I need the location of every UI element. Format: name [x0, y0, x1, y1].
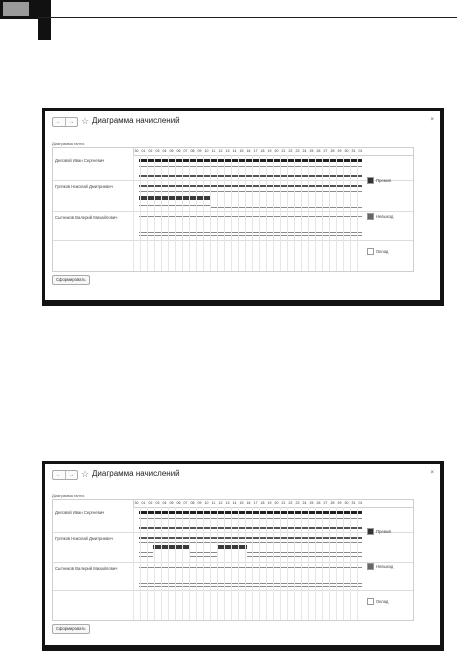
- employee-name: Деловой Иван Сергеевич: [55, 158, 105, 163]
- gantt-bar[interactable]: [247, 556, 362, 557]
- gantt-label: Диаграмма ганта:: [52, 493, 85, 498]
- day-label: 01: [141, 501, 146, 505]
- grid-line: [231, 155, 232, 271]
- legend-item: [367, 598, 388, 605]
- gantt-label: Диаграмма ганта:: [52, 141, 85, 146]
- day-label: 04: [162, 149, 167, 153]
- title-bar: [45, 111, 440, 128]
- grid-line: [189, 507, 190, 620]
- employee-name: Деловой Иван Сергеевич: [55, 510, 105, 515]
- grid-line: [217, 155, 218, 271]
- close-icon[interactable]: ×: [430, 117, 434, 123]
- grid-line: [133, 155, 134, 271]
- grid-line: [301, 507, 302, 620]
- day-label: 17: [253, 149, 258, 153]
- day-label: 21: [281, 149, 286, 153]
- day-label: 04: [162, 501, 167, 505]
- gantt-bar[interactable]: [153, 545, 190, 549]
- day-label: 07: [183, 149, 188, 153]
- day-label: 31: [351, 501, 356, 505]
- grid-line: [175, 507, 176, 620]
- day-label: 11: [211, 501, 216, 505]
- nav-buttons: [52, 470, 78, 480]
- day-label: 25: [309, 501, 314, 505]
- day-label: 22: [288, 149, 293, 153]
- grid-line: [133, 507, 134, 620]
- grid-line: [196, 155, 197, 271]
- employee-row: [53, 155, 133, 181]
- grid-line: [329, 507, 330, 620]
- day-label: 09: [197, 149, 202, 153]
- day-label: 05: [169, 501, 174, 505]
- grid-line: [245, 507, 246, 620]
- employee-name: Гуляков Николай Дмитриевич: [55, 184, 113, 189]
- day-label: 30: [344, 149, 349, 153]
- day-label: 29: [337, 149, 342, 153]
- forward-arrow-icon[interactable]: →: [65, 471, 78, 479]
- title-bar: [45, 464, 440, 481]
- grid-line: [196, 507, 197, 620]
- day-label: 29: [337, 501, 342, 505]
- grid-line: [294, 507, 295, 620]
- day-label: 21: [281, 501, 286, 505]
- grid-line: [350, 155, 351, 271]
- day-label: 03: [155, 501, 160, 505]
- grid-line: [273, 155, 274, 271]
- day-label: 08: [190, 501, 195, 505]
- day-label: 23: [295, 149, 300, 153]
- grid-line: [154, 507, 155, 620]
- day-label: 06: [176, 501, 181, 505]
- day-label: 16: [246, 149, 251, 153]
- employee-row: [53, 533, 133, 563]
- grid-line: [308, 507, 309, 620]
- nav-buttons: [52, 117, 78, 127]
- grid-line: [343, 507, 344, 620]
- day-label: 13: [225, 149, 230, 153]
- gantt-bar[interactable]: [190, 552, 218, 553]
- day-label: 02: [148, 149, 153, 153]
- day-label: 23: [295, 501, 300, 505]
- legend-item: [367, 248, 388, 255]
- legend-label: Премия: [376, 178, 392, 183]
- day-label: 19: [267, 149, 272, 153]
- grid-line: [329, 155, 330, 271]
- grid-line: [224, 507, 225, 620]
- day-label: 16: [246, 501, 251, 505]
- legend-swatch: [367, 528, 374, 535]
- grid-line: [301, 155, 302, 271]
- grid-line: [350, 507, 351, 620]
- page-edge-tab: [38, 0, 51, 40]
- day-label: 31: [351, 149, 356, 153]
- legend-label: Оклад: [376, 599, 389, 604]
- grid-line: [189, 155, 190, 271]
- grid-line: [140, 155, 141, 271]
- day-label: 19: [267, 501, 272, 505]
- generate-button[interactable]: Сформировать: [52, 275, 90, 285]
- day-label: 09: [197, 501, 202, 505]
- header-rule: [38, 17, 457, 18]
- window-title: Диаграмма начислений: [92, 116, 180, 125]
- grid-line: [273, 507, 274, 620]
- grid-line: [238, 155, 239, 271]
- legend-item: [367, 563, 393, 570]
- employee-name: Сытников Валерий Михайлович: [55, 566, 118, 571]
- forward-arrow-icon[interactable]: →: [65, 118, 78, 126]
- grid-line: [336, 155, 337, 271]
- day-label: 01: [358, 149, 363, 153]
- grid-line: [217, 507, 218, 620]
- day-label: 18: [260, 501, 265, 505]
- window-title: Диаграмма начислений: [92, 469, 180, 478]
- employee-name: Гуляков Николай Дмитриевич: [55, 536, 113, 541]
- grid-line: [252, 155, 253, 271]
- day-label: 25: [309, 149, 314, 153]
- day-label: 01: [358, 501, 363, 505]
- day-label: 06: [176, 149, 181, 153]
- day-label: 24: [302, 149, 307, 153]
- screenshot-2: [42, 461, 444, 651]
- gantt-window: [45, 464, 440, 645]
- day-label: 28: [330, 501, 335, 505]
- grid-line: [266, 507, 267, 620]
- day-label: 27: [323, 501, 328, 505]
- grid-line: [168, 155, 169, 271]
- grid-line: [154, 155, 155, 271]
- day-label: 26: [316, 149, 321, 153]
- grid-line: [182, 507, 183, 620]
- employee-row: [53, 212, 133, 241]
- gantt-chart: [52, 147, 414, 272]
- grid-line: [322, 507, 323, 620]
- employee-row: [53, 563, 133, 591]
- grid-line: [294, 155, 295, 271]
- day-label: 15: [239, 501, 244, 505]
- grid-line: [175, 155, 176, 271]
- grid-line: [259, 507, 260, 620]
- day-label: 20: [274, 149, 279, 153]
- grid-line: [224, 155, 225, 271]
- legend-label: Оклад: [376, 249, 389, 254]
- legend-label: Невыход: [376, 564, 394, 569]
- grid-line: [322, 155, 323, 271]
- day-label: 24: [302, 501, 307, 505]
- day-label: 14: [232, 149, 237, 153]
- legend-swatch: [367, 177, 374, 184]
- day-label: 07: [183, 501, 188, 505]
- day-label: 22: [288, 501, 293, 505]
- grid-line: [203, 155, 204, 271]
- grid-line: [245, 155, 246, 271]
- day-label: 05: [169, 149, 174, 153]
- legend-item: [367, 177, 391, 184]
- legend-label: Невыход: [376, 214, 394, 219]
- grid-line: [168, 507, 169, 620]
- grid-line: [280, 155, 281, 271]
- day-label: 14: [232, 501, 237, 505]
- grid-line: [336, 507, 337, 620]
- day-label: 30: [134, 501, 139, 505]
- grid-line: [210, 155, 211, 271]
- grid-line: [287, 507, 288, 620]
- employee-name: Сытников Валерий Михайлович: [55, 215, 118, 220]
- day-label: 12: [218, 149, 223, 153]
- grid-line: [287, 155, 288, 271]
- employee-column: [53, 500, 134, 620]
- generate-button[interactable]: Сформировать: [52, 624, 90, 634]
- grid-line: [266, 155, 267, 271]
- grid-line: [231, 507, 232, 620]
- legend-swatch: [367, 598, 374, 605]
- grid-line: [280, 507, 281, 620]
- day-label: 20: [274, 501, 279, 505]
- legend-item: [367, 528, 391, 535]
- gantt-bar[interactable]: [247, 552, 362, 553]
- day-label: 13: [225, 501, 230, 505]
- grid-line: [357, 507, 358, 620]
- grid-line: [147, 155, 148, 271]
- grid-line: [161, 507, 162, 620]
- gantt-window: [45, 111, 440, 300]
- grid-line: [140, 507, 141, 620]
- legend-swatch: [367, 563, 374, 570]
- day-label: 01: [141, 149, 146, 153]
- legend-swatch: [367, 248, 374, 255]
- grid-line: [308, 155, 309, 271]
- grid-line: [238, 507, 239, 620]
- day-label: 03: [155, 149, 160, 153]
- legend-label: Премия: [376, 529, 392, 534]
- grid-line: [315, 507, 316, 620]
- gantt-bar[interactable]: [218, 545, 247, 549]
- employee-row: [53, 507, 133, 533]
- day-label: 30: [134, 149, 139, 153]
- grid-line: [203, 507, 204, 620]
- employee-column: [53, 148, 134, 271]
- grid-line: [182, 155, 183, 271]
- day-label: 10: [204, 501, 209, 505]
- day-label: 02: [148, 501, 153, 505]
- grid-line: [252, 507, 253, 620]
- back-arrow-icon[interactable]: ←: [56, 119, 62, 125]
- grid-line: [357, 155, 358, 271]
- gantt-bar[interactable]: [190, 556, 218, 557]
- star-icon[interactable]: ☆: [81, 116, 90, 126]
- gantt-chart: [52, 499, 414, 621]
- day-label: 27: [323, 149, 328, 153]
- day-label: 15: [239, 149, 244, 153]
- employee-row: [53, 181, 133, 212]
- close-icon[interactable]: ×: [430, 470, 434, 476]
- day-label: 12: [218, 501, 223, 505]
- grid-line: [210, 507, 211, 620]
- star-icon[interactable]: ☆: [81, 469, 90, 479]
- legend-swatch: [367, 213, 374, 220]
- grid-line: [343, 155, 344, 271]
- day-label: 18: [260, 149, 265, 153]
- day-label: 17: [253, 501, 258, 505]
- day-label: 08: [190, 149, 195, 153]
- grid-line: [161, 155, 162, 271]
- day-label: 10: [204, 149, 209, 153]
- legend-item: [367, 213, 393, 220]
- day-label: 26: [316, 501, 321, 505]
- screenshot-1: [42, 108, 444, 306]
- day-label: 11: [211, 149, 216, 153]
- page-corner-marker: [0, 0, 38, 19]
- gantt-bar[interactable]: [139, 552, 153, 553]
- gantt-bar[interactable]: [139, 556, 153, 557]
- grid-line: [315, 155, 316, 271]
- grid-line: [259, 155, 260, 271]
- day-label: 28: [330, 149, 335, 153]
- back-arrow-icon[interactable]: ←: [56, 472, 62, 478]
- grid-line: [147, 507, 148, 620]
- day-label: 30: [344, 501, 349, 505]
